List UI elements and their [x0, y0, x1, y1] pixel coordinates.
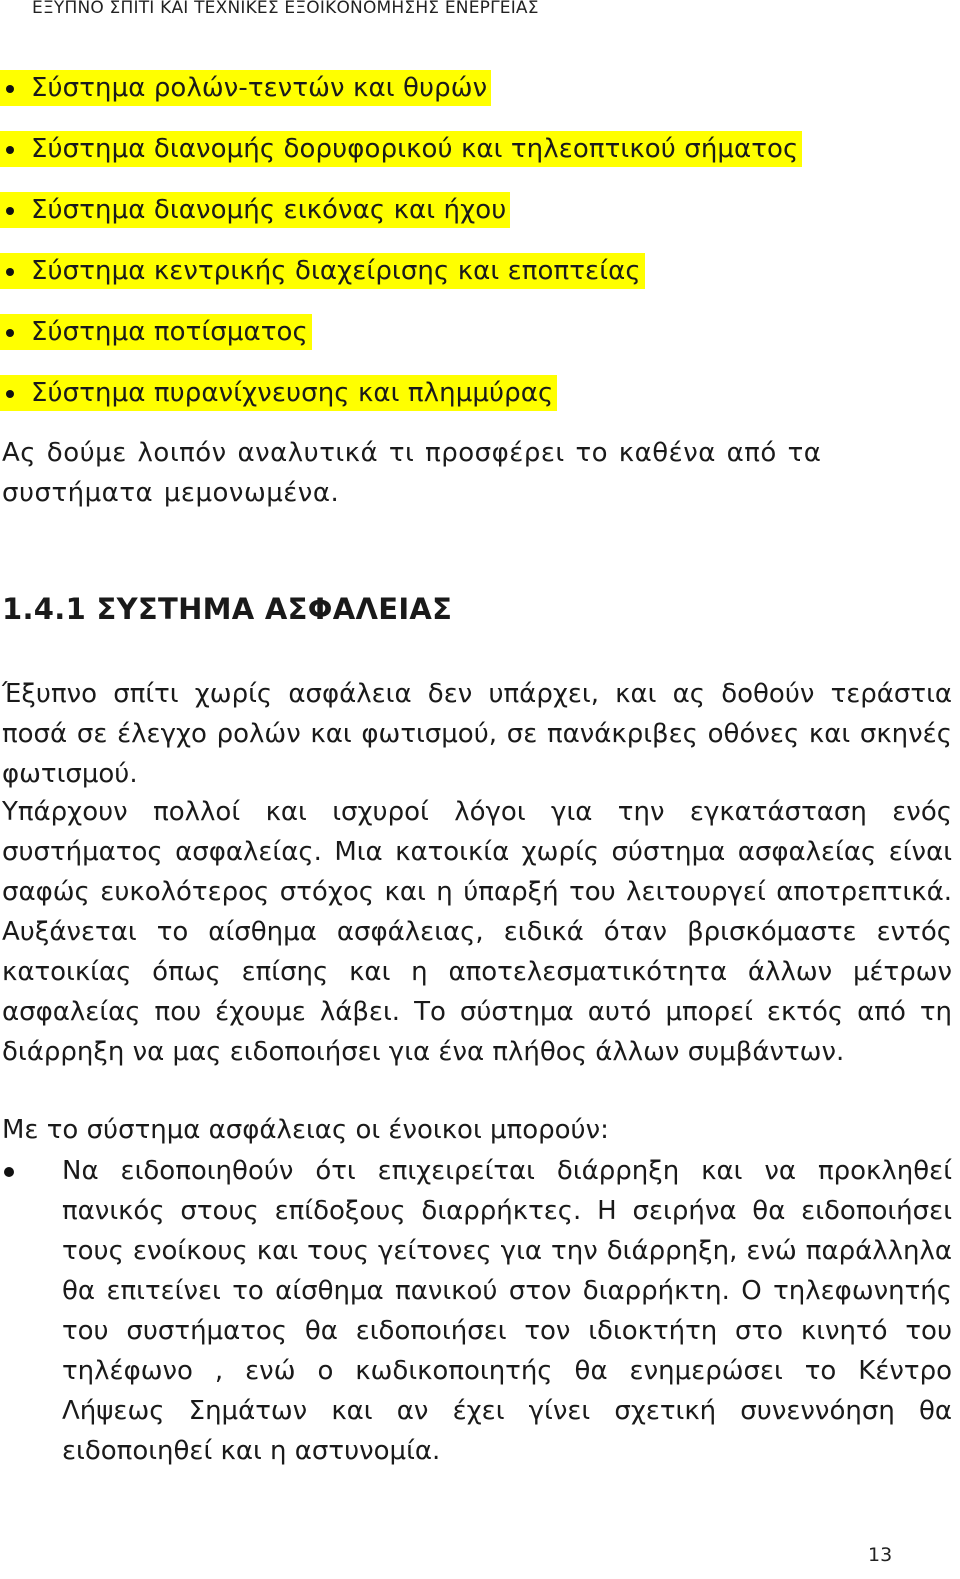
- list-item: [0, 375, 802, 436]
- bullet-icon: [4, 1167, 14, 1177]
- list-item: [0, 70, 802, 131]
- bullet-icon: [6, 85, 14, 93]
- bullet-column: [0, 1151, 62, 1191]
- section-paragraph: Υπάρχουν πολλοί και ισχυροί λόγοι για την εγκατάσταση ενός συστήματος ασφαλείας. Μια κατοικία χωρίς σύστημα ασφαλείας είναι σαφώς ευκολότερος στόχος και η ύπαρξή του λειτουργεί αποτρεπτικά. Αυξάνεται το αίσθημα ασφάλειας, ειδικά όταν βρισκόμαστε εντός κατοικίας όπως επίσης και η αποτελεσματικότητα άλλων μέτρων ασφαλείας που έχουμε λάβει. Το σύστημα αυτό μπορεί εκτός από τη διάρρηξη να μας ειδοποιήσει για ένα πλήθος άλλων συμβάντων.: [2, 797, 952, 1067]
- page-number: 13: [868, 1544, 893, 1566]
- list-item: [0, 253, 802, 314]
- list-item-label: Σύστημα ρολών-τεντών και θυρών: [31, 73, 488, 103]
- highlight-bar: [0, 253, 645, 289]
- list-item-label: Σύστημα διανομής δορυφορικού και τηλεοπτικού σήματος: [31, 134, 799, 164]
- highlight-bar: [0, 314, 312, 350]
- section-paragraph: Έξυπνο σπίτι χωρίς ασφάλεια δεν υπάρχει, και ας δοθούν τεράστια ποσά σε έλεγχο ρολών και φωτισμού, σε πανάκριβες οθόνες και σκηνές φωτισμού.: [2, 679, 952, 789]
- bullet-icon: [6, 390, 14, 398]
- list-item-text: Να ειδοποιηθούν ότι επιχειρείται διάρρηξη και να προκληθεί πανικός στους επίδοξους διαρρήκτες. Η σειρήνα θα ειδοποιήσει τους ενοίκους και τους γείτονες για την διάρρηξη, ενώ παράλληλα θα επιτείνει το αίσθημα πανικού στον διαρρήκτη. Ο τηλεφωνητής του συστήματος θα ειδοποιήσει τον ιδιοκτήτη στο κινητό του τηλέφωνο , ενώ ο κωδικοποιητής θα ενημερώσει το Κέντρο Λήψεως Σημάτων και αν έχει γίνει σχετική συνεννόηση θα ειδοποιηθεί και η αστυνομία.: [62, 1156, 952, 1466]
- intro-paragraph: Ας δούμε λοιπόν αναλυτικά τι προσφέρει το καθένα από τα συστήματα μεμονωμένα.: [2, 438, 822, 508]
- running-header: ΕΞΥΠΝΟ ΣΠΙΤΙ ΚΑΙ ΤΕΧΝΙΚΕΣ ΕΞΟΙΚΟΝΟΜΗΣΗΣ ΕΝΕΡΓΕΙΑΣ: [32, 0, 539, 18]
- list-item: [0, 1151, 952, 1471]
- list-item-label: Σύστημα διανομής εικόνας και ήχου: [31, 195, 507, 225]
- bullet-icon: [6, 207, 14, 215]
- highlight-bar: [0, 131, 802, 167]
- highlight-bar: [0, 70, 491, 106]
- list-item-label: Σύστημα ποτίσματος: [31, 317, 308, 347]
- list-item-label: Σύστημα κεντρικής διαχείρισης και εποπτείας: [31, 256, 641, 286]
- bullet-icon: [6, 268, 14, 276]
- bullet-icon: [6, 146, 14, 154]
- highlighted-systems-list: [0, 70, 802, 436]
- lead-in-text: Με το σύστημα ασφάλειας οι ένοικοι μπορούν:: [2, 1115, 609, 1145]
- list-item: [0, 192, 802, 253]
- highlight-bar: [0, 192, 510, 228]
- list-item-label: Σύστημα πυρανίχνευσης και πλημμύρας: [31, 378, 554, 408]
- bullet-icon: [6, 329, 14, 337]
- highlight-bar: [0, 375, 557, 411]
- section-heading: 1.4.1 ΣΥΣΤΗΜΑ ΑΣΦΑΛΕΙΑΣ: [2, 592, 453, 626]
- list-item: [0, 314, 802, 375]
- capabilities-list: [0, 1151, 952, 1471]
- list-item: [0, 131, 802, 192]
